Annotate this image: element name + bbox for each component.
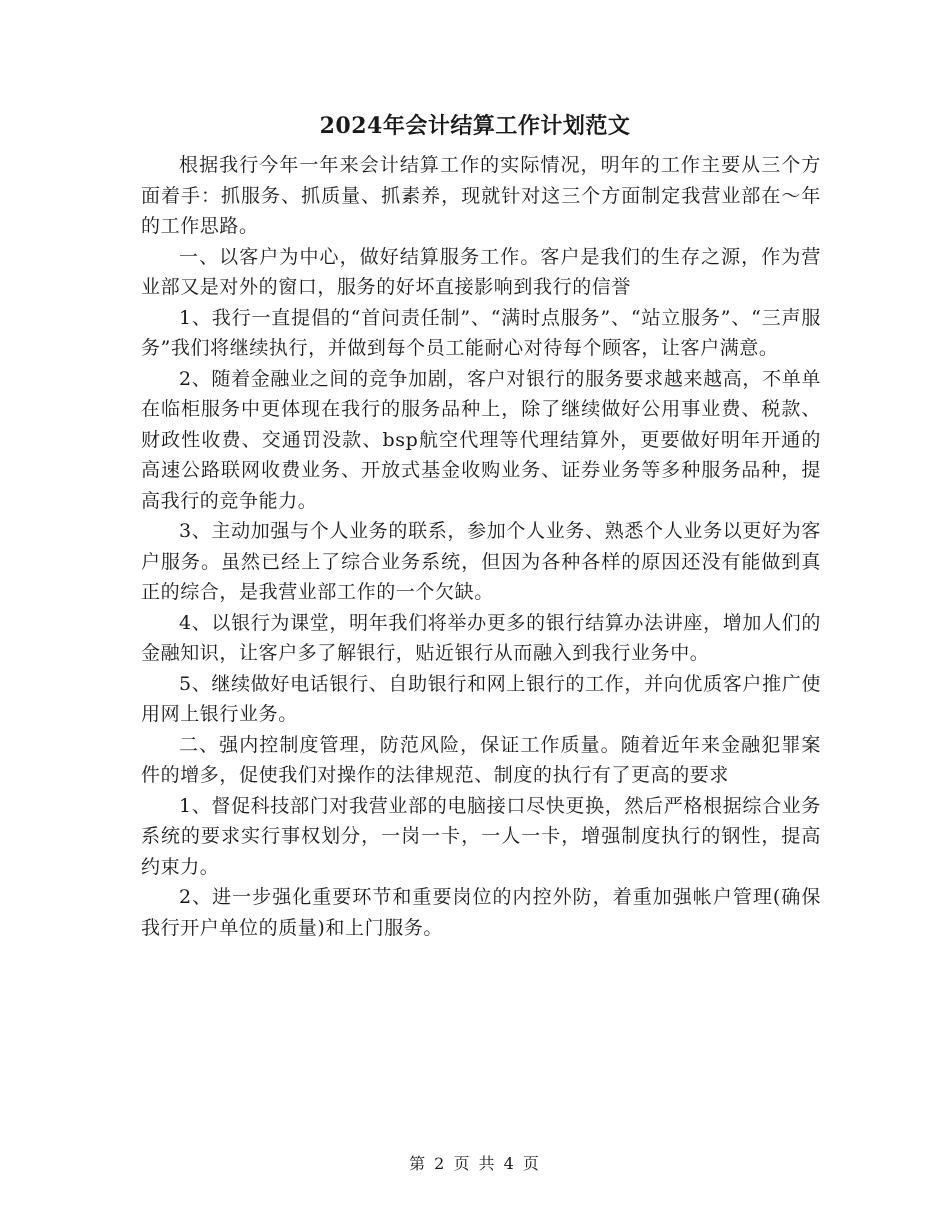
paragraph-10: 2、进一步强化重要环节和重要岗位的内控外防，着重加强帐户管理(确保我行开户单位的质量)和上门服务。 <box>141 886 821 939</box>
paragraph-9: 1、督促科技部门对我营业部的电脑接口尽快更换，然后严格根据综合业务系统的要求实行事权划分，一岗一卡，一人一卡，增强制度执行的钢性，提高约束力。 <box>141 794 821 878</box>
paragraph-3: 1、我行一直提倡的“首问责任制”、“满时点服务”、“站立服务”、“三声服务”我们将继续执行，并做到每个员工能耐心对待每个顾客，让客户满意。 <box>141 306 821 359</box>
paragraph-2: 一、以客户为中心，做好结算服务工作。客户是我们的生存之源，作为营业部又是对外的窗口，服务的好坏直接影响到我行的信誉 <box>141 245 821 298</box>
paragraph-7: 5、继续做好电话银行、自助银行和网上银行的工作，并向优质客户推广使用网上银行业务。 <box>141 672 821 725</box>
page-title: 2024年会计结算工作计划范文 <box>319 113 631 139</box>
paragraph-6: 4、以银行为课堂，明年我们将举办更多的银行结算办法讲座，增加人们的金融知识，让客户多了解银行，贴近银行从而融入到我行业务中。 <box>141 611 821 664</box>
paragraph-5: 3、主动加强与个人业务的联系，参加个人业务、熟悉个人业务以更好为客户服务。虽然已经上了综合业务系统，但因为各种各样的原因还没有能做到真正的综合，是我营业部工作的一个欠缺。 <box>141 520 821 603</box>
document-body <box>141 150 821 943</box>
paragraph-1: 根据我行今年一年来会计结算工作的实际情况，明年的工作主要从三个方面着手：抓服务、抓质量、抓素养，现就针对这三个方面制定我营业部在～年的工作思路。 <box>141 154 821 237</box>
paragraph-4: 2、随着金融业之间的竞争加剧，客户对银行的服务要求越来越高，不单单在临柜服务中更体现在我行的服务品种上，除了继续做好公用事业费、税款、财政性收费、交通罚没款、bsp航空代理等代理结算外，更要做好明年开通的高速公路联网收费业务、开放式基金收购业务、证券业务等多种服务品种，提高我行的竞争能力。 <box>141 367 821 512</box>
page-footer: 第 2 页 共 4 页 <box>409 1154 541 1173</box>
paragraph-8: 二、强内控制度管理，防范风险，保证工作质量。随着近年来金融犯罪案件的增多，促使我们对操作的法律规范、制度的执行有了更高的要求 <box>141 733 821 786</box>
